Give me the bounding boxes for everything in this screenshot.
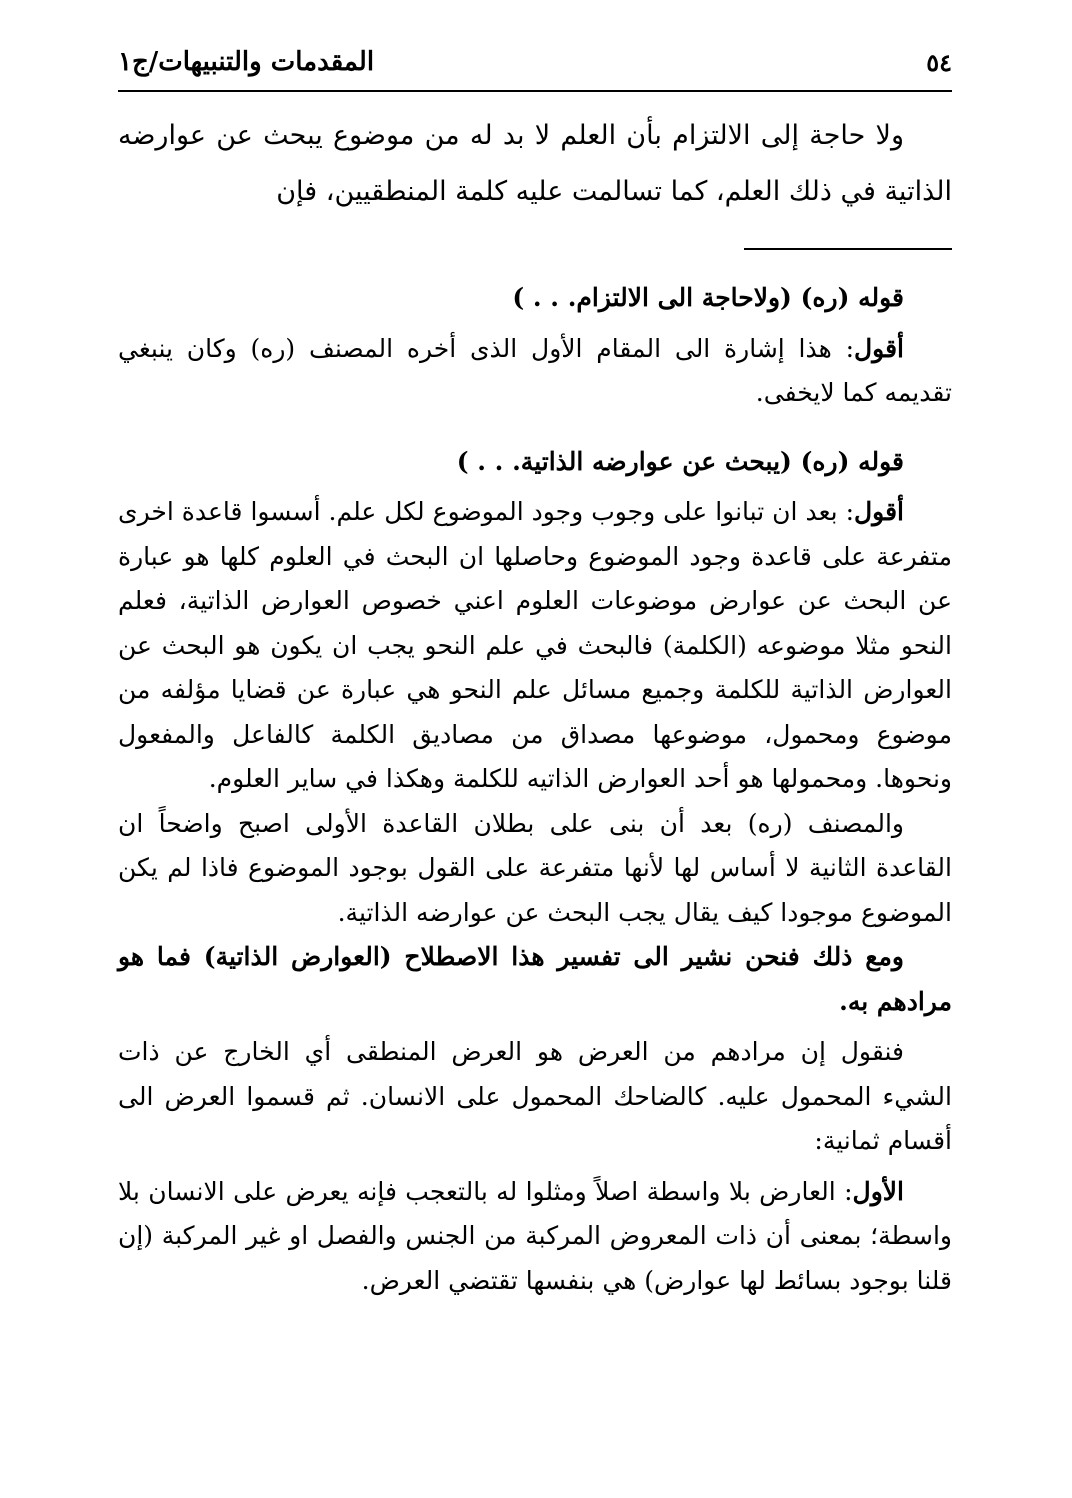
main-paragraph: ولا حاجة إلى الالتزام بأن العلم لا بد له من موضوع يبحث عن عوارضه الذاتية في ذلك العلم، كما تسالمت عليه كلمة المنطقيين، فإن [118,120,952,207]
page-header [118,38,952,86]
note-paragraph-3: والمصنف (ره) بعد أن بنى على بطلان القاعدة الأولى اصبح واضحاً ان القاعدة الثانية لا أساس لها لأنها متفرعة على القول بوجود الموضوع فاذا لم يكن الموضوع موجودا كيف يقال يجب البحث عن عوارضه الذاتية. [118,808,952,927]
header-rule [118,90,952,92]
note-text-1: : هذا إشارة الى المقام الأول الذى أخره المصنف (ره) وكان ينبغي تقديمه كما لايخفى. [118,333,952,407]
page-number: ٥٤ [926,47,952,77]
note-paragraph-1 [118,327,952,416]
note-paragraph-4: ومع ذلك فنحن نشير الى تفسير هذا الاصطلاح (العوارض الذاتية) فما هو مرادهم به. [118,942,952,1016]
footnote-separator [744,248,952,250]
main-text [118,108,952,220]
note-text-2: : بعد ان تبانوا على وجوب وجود الموضوع لكل علم. أسسوا قاعدة اخرى متفرعة على قاعدة وجود الموضوع وحاصلها ان البحث في العلوم كلها هو عبارة عن البحث عن عوارض موضوعات العلوم اعني خصوص العوارض الذاتية، فعلم النحو مثلا موضوعه (الكلمة) فالبحث في علم النحو يجب ان يكون هو البحث عن العوارض الذاتية للكلمة وجميع مسائل علم النحو هي عبارة عن قضايا مؤلفه من موضوع ومحمول، موضوعها مصداق من مصاديق الكلمة كالفاعل والمفعول ونحوها. ومحمولها هو أحد العوارض الذاتيه للكلمة وهكذا في ساير العلوم. [118,497,952,793]
commentary [118,270,952,1303]
note-lead-1: أقول [854,333,904,363]
quote-heading-2: قوله (ره) (يبحث عن عوارضه الذاتية. . . ) [456,446,904,476]
running-title: المقدمات والتنبيهات/ج١ [118,47,375,77]
note-paragraph-6 [118,1170,952,1304]
note-text-6: : العارض بلا واسطة اصلاً ومثلوا له بالتعجب فإنه يعرض على الانسان بلا واسطة؛ بمعنى أن ذات المعروض المركبة من الجنس والفصل او غير المركبة (إن قلنا بوجود بسائط لها عوارض) هي بنفسها تقتضي العرض. [118,1176,952,1295]
quote-heading-1: قوله (ره) (ولاحاجة الى الالتزام. . . ) [512,283,904,312]
note-paragraph-2 [118,490,952,802]
note-lead-2: أقول [854,497,904,526]
note-paragraph-5: فنقول إن مرادهم من العرض هو العرض المنطقى أي الخارج عن ذات الشيء المحمول عليه. كالضاحك المحمول على الانسان. ثم قسموا العرض الى أقسام ثمانية: [118,1037,952,1155]
note-lead-6: الأول [852,1176,904,1206]
